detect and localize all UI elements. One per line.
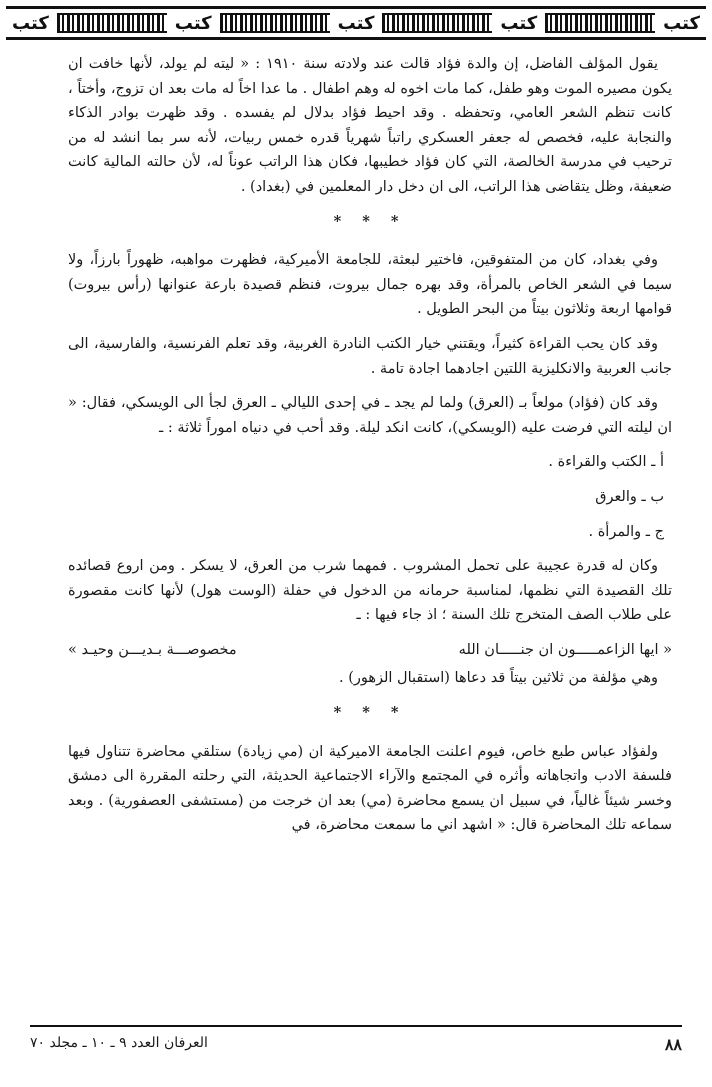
- poem-second-hemistich: مخصوصـــة بـديـــن وحيـد »: [68, 641, 237, 658]
- journal-reference: العرفان العدد ٩ ـ ١٠ ـ مجلد ٧٠: [30, 1035, 208, 1051]
- page-number: ٨٨: [664, 1035, 682, 1054]
- poem-verse: [68, 638, 672, 663]
- section-separator: * * *: [333, 704, 407, 722]
- article-body: [68, 52, 672, 848]
- list-item: ب ـ والعرق: [595, 488, 664, 505]
- paragraph: يقول المؤلف الفاضل، إن والدة فؤاد قالت عند ولادته سنة ١٩١٠ : « ليته لم يولد، لأنها خافت ان يكون مصيره الموت وهو طفل، كما مات اخوه له وهم اطفال . ما عدا اخاً له مات بعد ان تزوج، وأختاً ، كانت تنظم الشعر العامي، وتحفظه . وقد احيط فؤاد بدلال لم يفسده . وقد ظهرت بوادر الذكاء والنجابة عليه، فخصص له جعفر العسكري راتباً شهرياً قدره خمس ربيات، لأنه سر بما انشد له من ترحيب في مدرسة الخالصة، التي كان فؤاد خطيبها، فكان هذا الراتب عوناً له، لأن حالته المالية كانت ضعيفة، وظل يتقاضى هذا الراتب، الى ان دخل دار المعلمين في (بغداد) .: [68, 56, 672, 195]
- list-item: أ ـ الكتب والقراءة .: [548, 454, 664, 471]
- paragraph: وقد كان يحب القراءة كثيراً، ويقتني خيار الكتب النادرة الغربية، وقد تعلم الفرنسية، والفارسية، الى جانب العربية والانكليزية اللتين اجادهما اجادة تامة .: [68, 335, 672, 377]
- header-word: كتب: [337, 12, 375, 34]
- header-banner: [6, 6, 706, 40]
- paragraph: وكان له قدرة عجيبة على تحمل المشروب . فمهما شرب من العرق، لا يسكر . ومن اروع قصائده تلك القصيدة التي نظمها، لمناسبة حرمانه من الدخول في حفلة (الوست هول) لأنها كانت مقصورة على طلاب الصف المتخرج تلك السنة ؛ اذ جاء فيها : ـ: [68, 558, 672, 624]
- header-ornament: [545, 13, 655, 33]
- header-ornament: [220, 13, 330, 33]
- paragraph: ولفؤاد عباس طبع خاص، فيوم اعلنت الجامعة الاميركية ان (مي زيادة) ستلقي محاضرة تتناول فيها فلسفة الادب واتجاهاته وأثره في المجتمع والآراء الاجتماعية الحديثة، التي رحلته المقررة الى دمشق وخسر شيئاً غالياً، في سبيل ان يسمع محاضرة (مي) بعد ان خرجت من (مستشفى العصفورية) . وبعد سماعه تلك المحاضرة قال: « اشهد اني ما سمعت محاضرة، في: [68, 743, 672, 834]
- header-word: كتب: [174, 12, 212, 34]
- header-word: كتب: [663, 12, 700, 34]
- header-ornament: [382, 13, 492, 33]
- paragraph: وهي مؤلفة من ثلاثين بيتاً قد دعاها (استقبال الزهور) .: [338, 670, 658, 687]
- paragraph: وقد كان (فؤاد) مولعاً بـ (العرق) ولما لم يجد ـ في إحدى الليالي ـ العرق لجأ الى الويسكي، فقال: « ان ليلته التي فرضت عليه (الويسكي)، كانت انكد ليلة. وقد أحب في دنياه اموراً ثلاثة : ـ: [68, 395, 672, 436]
- section-separator: * * *: [333, 212, 407, 230]
- list-item: ج ـ والمرأة .: [588, 523, 664, 540]
- poem-first-hemistich: « ايها الزاعمـــــون ان جنـــــان الله: [458, 641, 672, 658]
- paragraph: وفي بغداد، كان من المتفوقين، فاختير لبعثة، للجامعة الأميركية، فظهرت مواهبه، ظهوراً بارزاً، ولا سيما في الشعر الخاص بالمرأة، وقد بهره جمال بيروت، فنظم قصيدة بارعة عنوانها (رأس بيروت) قوامها اربعة وثلاثون بيتاً من البحر الطويل .: [68, 252, 672, 318]
- header-ornament: [57, 13, 167, 33]
- header-word: كتب: [12, 12, 49, 34]
- header-word: كتب: [500, 12, 538, 34]
- page-footer: [30, 1025, 682, 1054]
